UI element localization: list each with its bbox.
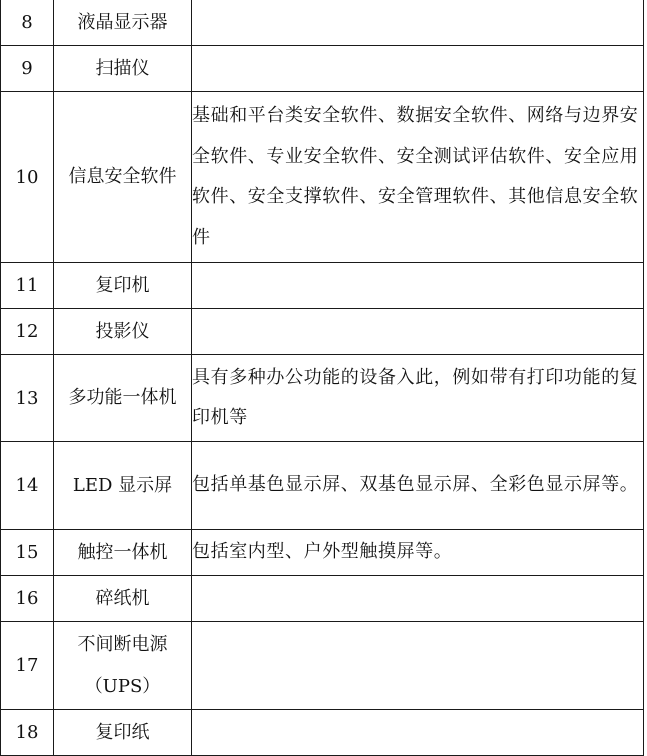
- item-description: [192, 46, 644, 92]
- table-row: [1, 0, 644, 46]
- table-row: [1, 576, 644, 622]
- item-name: 不间断电源（UPS）: [54, 622, 192, 710]
- row-number: 10: [1, 92, 54, 263]
- item-description: [192, 710, 644, 756]
- item-description: [192, 622, 644, 710]
- item-name: LED 显示屏: [54, 442, 192, 530]
- table-row: [1, 92, 644, 263]
- row-number: 8: [1, 0, 54, 46]
- row-number: 11: [1, 263, 54, 309]
- item-name: 投影仪: [54, 309, 192, 355]
- item-name: 液晶显示器: [54, 0, 192, 46]
- item-name: 信息安全软件: [54, 92, 192, 263]
- item-name: 复印纸: [54, 710, 192, 756]
- table-row: [1, 46, 644, 92]
- item-name: 多功能一体机: [54, 355, 192, 442]
- item-name: 碎纸机: [54, 576, 192, 622]
- table-row: [1, 710, 644, 756]
- item-description: 具有多种办公功能的设备入此，例如带有打印功能的复印机等: [192, 355, 644, 442]
- item-description: [192, 576, 644, 622]
- item-description: 基础和平台类安全软件、数据安全软件、网络与边界安全软件、专业安全软件、安全测试评估软件、安全应用软件、安全支撑软件、安全管理软件、其他信息安全软件: [192, 92, 644, 263]
- row-number: 13: [1, 355, 54, 442]
- table-row: [1, 530, 644, 576]
- item-name: 扫描仪: [54, 46, 192, 92]
- row-number: 18: [1, 710, 54, 756]
- row-number: 12: [1, 309, 54, 355]
- table-row: [1, 309, 644, 355]
- row-number: 17: [1, 622, 54, 710]
- item-description: [192, 309, 644, 355]
- row-number: 15: [1, 530, 54, 576]
- row-number: 14: [1, 442, 54, 530]
- item-name: 复印机: [54, 263, 192, 309]
- item-description: 包括室内型、户外型触摸屏等。: [192, 530, 644, 576]
- table-row: [1, 622, 644, 710]
- table-row: [1, 442, 644, 530]
- row-number: 16: [1, 576, 54, 622]
- row-number: 9: [1, 46, 54, 92]
- item-description: 包括单基色显示屏、双基色显示屏、全彩色显示屏等。: [192, 442, 644, 530]
- table-row: [1, 355, 644, 442]
- item-description: [192, 0, 644, 46]
- item-name: 触控一体机: [54, 530, 192, 576]
- item-description: [192, 263, 644, 309]
- table-row: [1, 263, 644, 309]
